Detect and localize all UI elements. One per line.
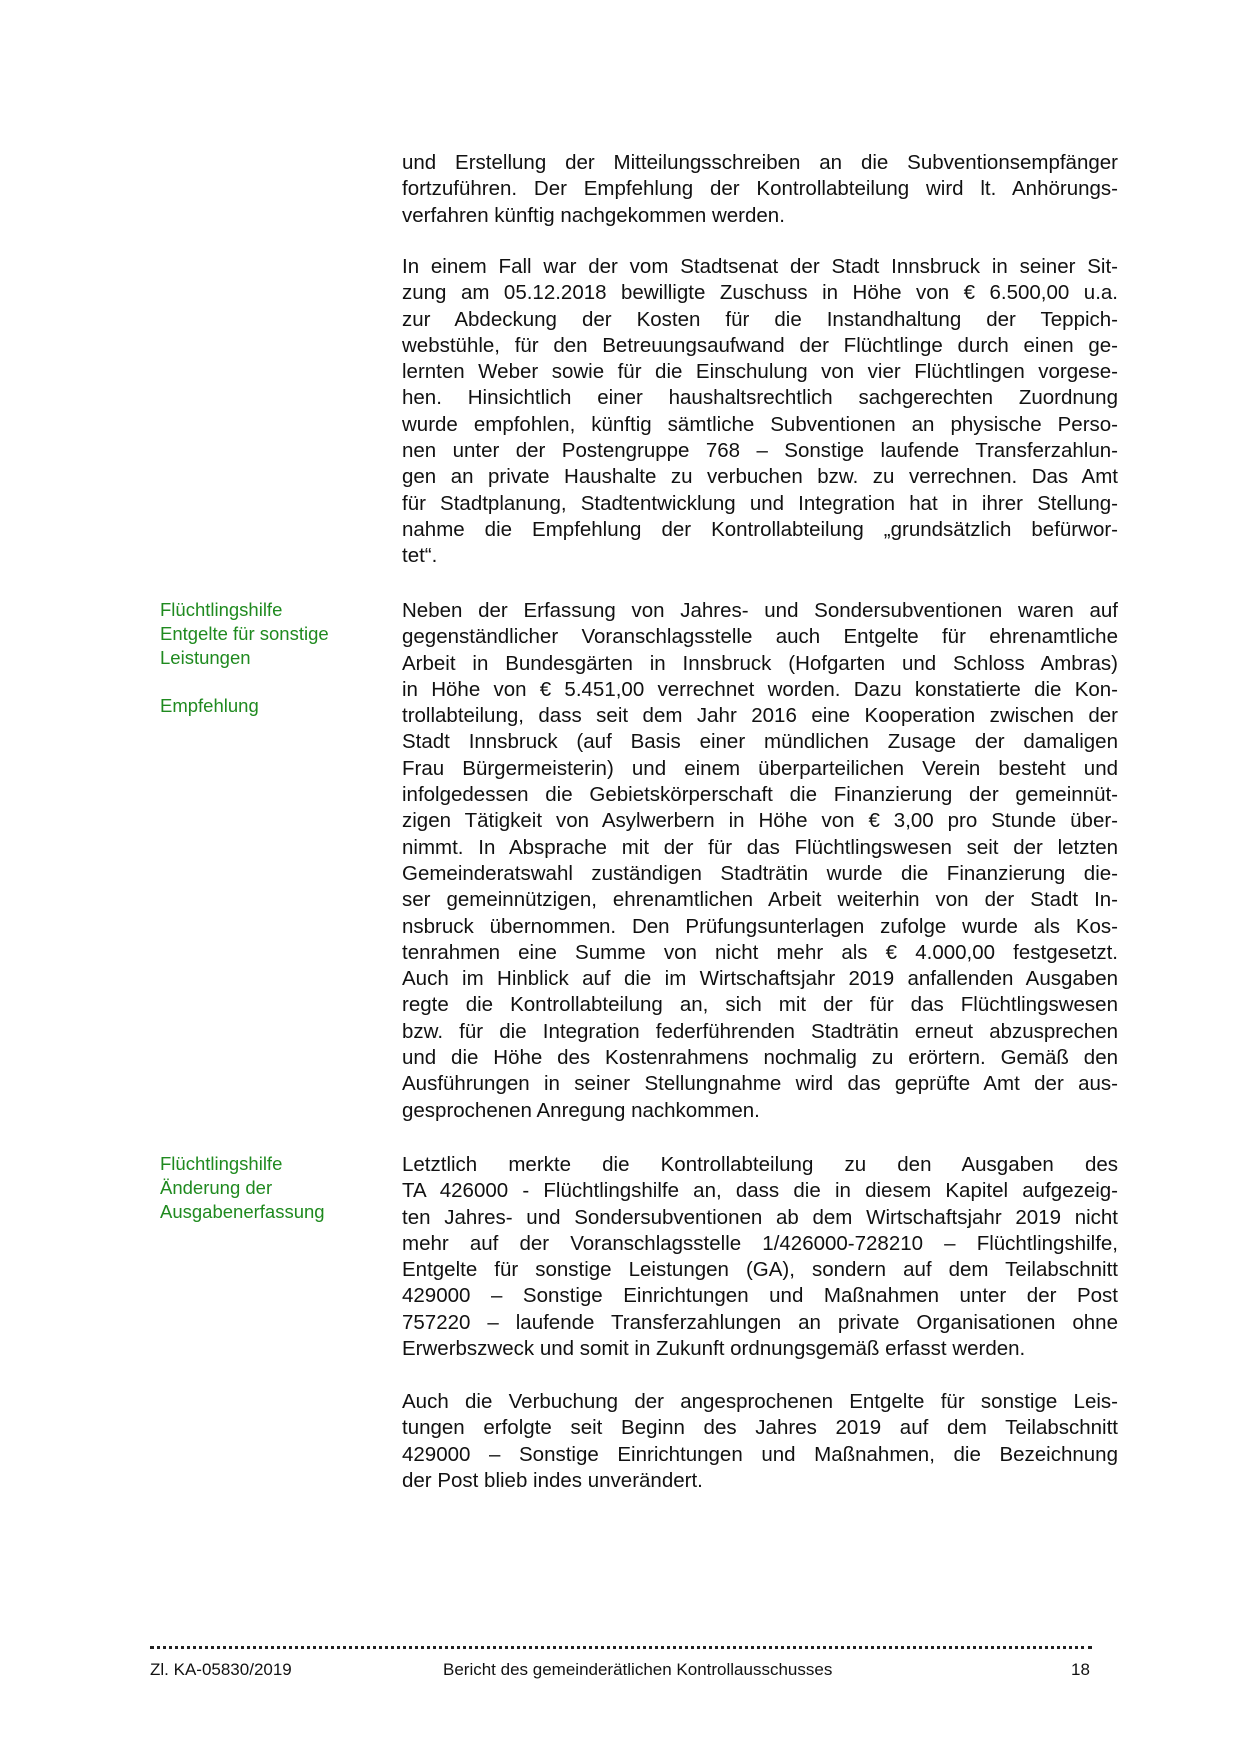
text-line: Ausführungen in seiner Stellungnahme wird das geprüfte Amt der aus- bbox=[402, 1072, 1118, 1096]
text-line: Letztlich merkte die Kontrollabteilung zu den Ausgaben des bbox=[402, 1153, 1118, 1176]
text-line: gen an private Haushalte zu verbuchen bzw. zu verrechnen. Das Amt bbox=[402, 465, 1118, 489]
body-paragraph bbox=[402, 1389, 1118, 1494]
text-line: zur Abdeckung der Kosten für die Instandhaltung der Teppich- bbox=[402, 307, 1118, 331]
margin-note-line: Änderung der bbox=[160, 1177, 273, 1198]
text-line: nsbruck übernommen. Den Prüfungsunterlagen zufolge wurde als Kos- bbox=[402, 914, 1118, 938]
margin-note-line: Entgelte für sonstige bbox=[160, 623, 329, 644]
text-line: Entgelte für sonstige Leistungen (GA), sondern auf dem Teilabschnitt bbox=[402, 1258, 1118, 1282]
page-number: 18 bbox=[1071, 1660, 1090, 1679]
text-line: lernten Weber sowie für die Einschulung von vier Flüchtlingen vorgese- bbox=[402, 360, 1118, 384]
text-line: gesprochenen Anregung nachkommen. bbox=[402, 1098, 760, 1122]
text-line: in Höhe von € 5.451,00 verrechnet worden. Dazu konstatierte die Kon- bbox=[402, 677, 1118, 701]
text-line: tenrahmen eine Summe von nicht mehr als € 4.000,00 festgesetzt. bbox=[402, 940, 1118, 964]
body-paragraph bbox=[402, 1152, 1118, 1362]
text-line: 429000 – Sonstige Einrichtungen und Maßnahmen unter der Post bbox=[402, 1284, 1118, 1308]
text-line: regte die Kontrollabteilung an, sich mit der für das Flüchtlingswesen bbox=[402, 993, 1118, 1017]
margin-note-line: Empfehlung bbox=[160, 695, 259, 716]
text-line: tet“. bbox=[402, 544, 438, 568]
text-line: Frau Bürgermeisterin) und einem überparteilichen Verein besteht und bbox=[402, 756, 1118, 780]
text-line: trollabteilung, dass seit dem Jahr 2016 eine Kooperation zwischen der bbox=[402, 704, 1118, 728]
body-paragraph bbox=[402, 254, 1118, 570]
text-line: TA 426000 - Flüchtlingshilfe an, dass die in diesem Kapitel aufgezeig- bbox=[402, 1179, 1118, 1203]
text-line: und die Höhe des Kostenrahmens nochmalig zu erörtern. Gemäß den bbox=[402, 1046, 1118, 1070]
text-line: zung am 05.12.2018 bewilligte Zuschuss in Höhe von € 6.500,00 u.a. bbox=[402, 281, 1118, 305]
text-line: infolgedessen die Gebietskörperschaft die Finanzierung der gemeinnüt- bbox=[402, 783, 1118, 807]
text-line: tungen erfolgte seit Beginn des Jahres 2019 auf dem Teilabschnitt bbox=[402, 1416, 1118, 1440]
text-line: nen unter der Postengruppe 768 – Sonstige laufende Transferzahlun- bbox=[402, 439, 1118, 463]
text-line: Gemeinderatswahl zuständigen Stadträtin wurde die Finanzierung die- bbox=[402, 861, 1118, 885]
text-line: bzw. für die Integration federführenden Stadträtin erneut abzusprechen bbox=[402, 1019, 1118, 1043]
text-line: der Post blieb indes unverändert. bbox=[402, 1468, 703, 1492]
footer-title: Bericht des gemeinderätlichen Kontrollausschusses bbox=[443, 1660, 833, 1679]
margin-note-line: Flüchtlingshilfe bbox=[160, 1153, 283, 1174]
body-paragraph bbox=[402, 598, 1118, 1124]
text-line: Stadt Innsbruck (auf Basis einer mündlichen Zusage der damaligen bbox=[402, 730, 1118, 754]
text-line: nahme die Empfehlung der Kontrollabteilung „grundsätzlich befürwor- bbox=[402, 517, 1118, 541]
text-line: fortzuführen. Der Empfehlung der Kontrollabteilung wird lt. Anhörungs- bbox=[402, 177, 1118, 201]
margin-note bbox=[160, 598, 380, 670]
text-line: Arbeit in Bundesgärten in Innsbruck (Hofgarten und Schloss Ambras) bbox=[402, 651, 1118, 675]
text-line: 757220 – laufende Transferzahlungen an private Organisationen ohne bbox=[402, 1310, 1118, 1334]
text-line: ser gemeinnützigen, ehrenamtlichen Arbeit weiterhin von der Stadt In- bbox=[402, 888, 1118, 912]
text-line: Erwerbszweck und somit in Zukunft ordnungsgemäß erfasst werden. bbox=[402, 1337, 1026, 1361]
text-line: mehr auf der Voranschlagsstelle 1/426000-728210 – Flüchtlingshilfe, bbox=[402, 1231, 1118, 1255]
body-paragraph bbox=[402, 150, 1118, 229]
text-line: und Erstellung der Mitteilungsschreiben an die Subventionsempfänger bbox=[402, 151, 1118, 174]
text-line: Auch die Verbuchung der angesprochenen Entgelte für sonstige Leis- bbox=[402, 1390, 1118, 1413]
text-line: 429000 – Sonstige Einrichtungen und Maßnahmen, die Bezeichnung bbox=[402, 1442, 1118, 1466]
footer-divider bbox=[150, 1646, 1092, 1649]
margin-note bbox=[160, 694, 380, 718]
text-line: webstühle, für den Betreuungsaufwand der Flüchtlinge durch einen ge- bbox=[402, 333, 1118, 357]
text-line: gegenständlicher Voranschlagsstelle auch Entgelte für ehrenamtliche bbox=[402, 625, 1118, 649]
text-line: für Stadtplanung, Stadtentwicklung und Integration hat in ihrer Stellung- bbox=[402, 491, 1118, 515]
footer-reference: Zl. KA-05830/2019 bbox=[150, 1660, 292, 1679]
text-line: Auch im Hinblick auf die im Wirtschaftsjahr 2019 anfallenden Ausgaben bbox=[402, 967, 1118, 991]
text-line: Neben der Erfassung von Jahres- und Sondersubventionen waren auf bbox=[402, 599, 1118, 622]
text-line: zigen Tätigkeit von Asylwerbern in Höhe von € 3,00 pro Stunde über- bbox=[402, 809, 1118, 833]
text-line: ten Jahres- und Sondersubventionen ab dem Wirtschaftsjahr 2019 nicht bbox=[402, 1205, 1118, 1229]
margin-note-line: Ausgabenerfassung bbox=[160, 1201, 325, 1222]
text-line: wurde empfohlen, künftig sämtliche Subventionen an physische Perso- bbox=[402, 412, 1118, 436]
margin-note bbox=[160, 1152, 380, 1224]
margin-note-line: Leistungen bbox=[160, 647, 251, 668]
text-line: hen. Hinsichtlich einer haushaltsrechtlich sachgerechten Zuordnung bbox=[402, 386, 1118, 410]
text-line: nimmt. In Absprache mit der für das Flüchtlingswesen seit der letzten bbox=[402, 835, 1118, 859]
text-line: verfahren künftig nachgekommen werden. bbox=[402, 203, 785, 227]
text-line: In einem Fall war der vom Stadtsenat der Stadt Innsbruck in seiner Sit- bbox=[402, 255, 1118, 278]
margin-note-line: Flüchtlingshilfe bbox=[160, 599, 283, 620]
